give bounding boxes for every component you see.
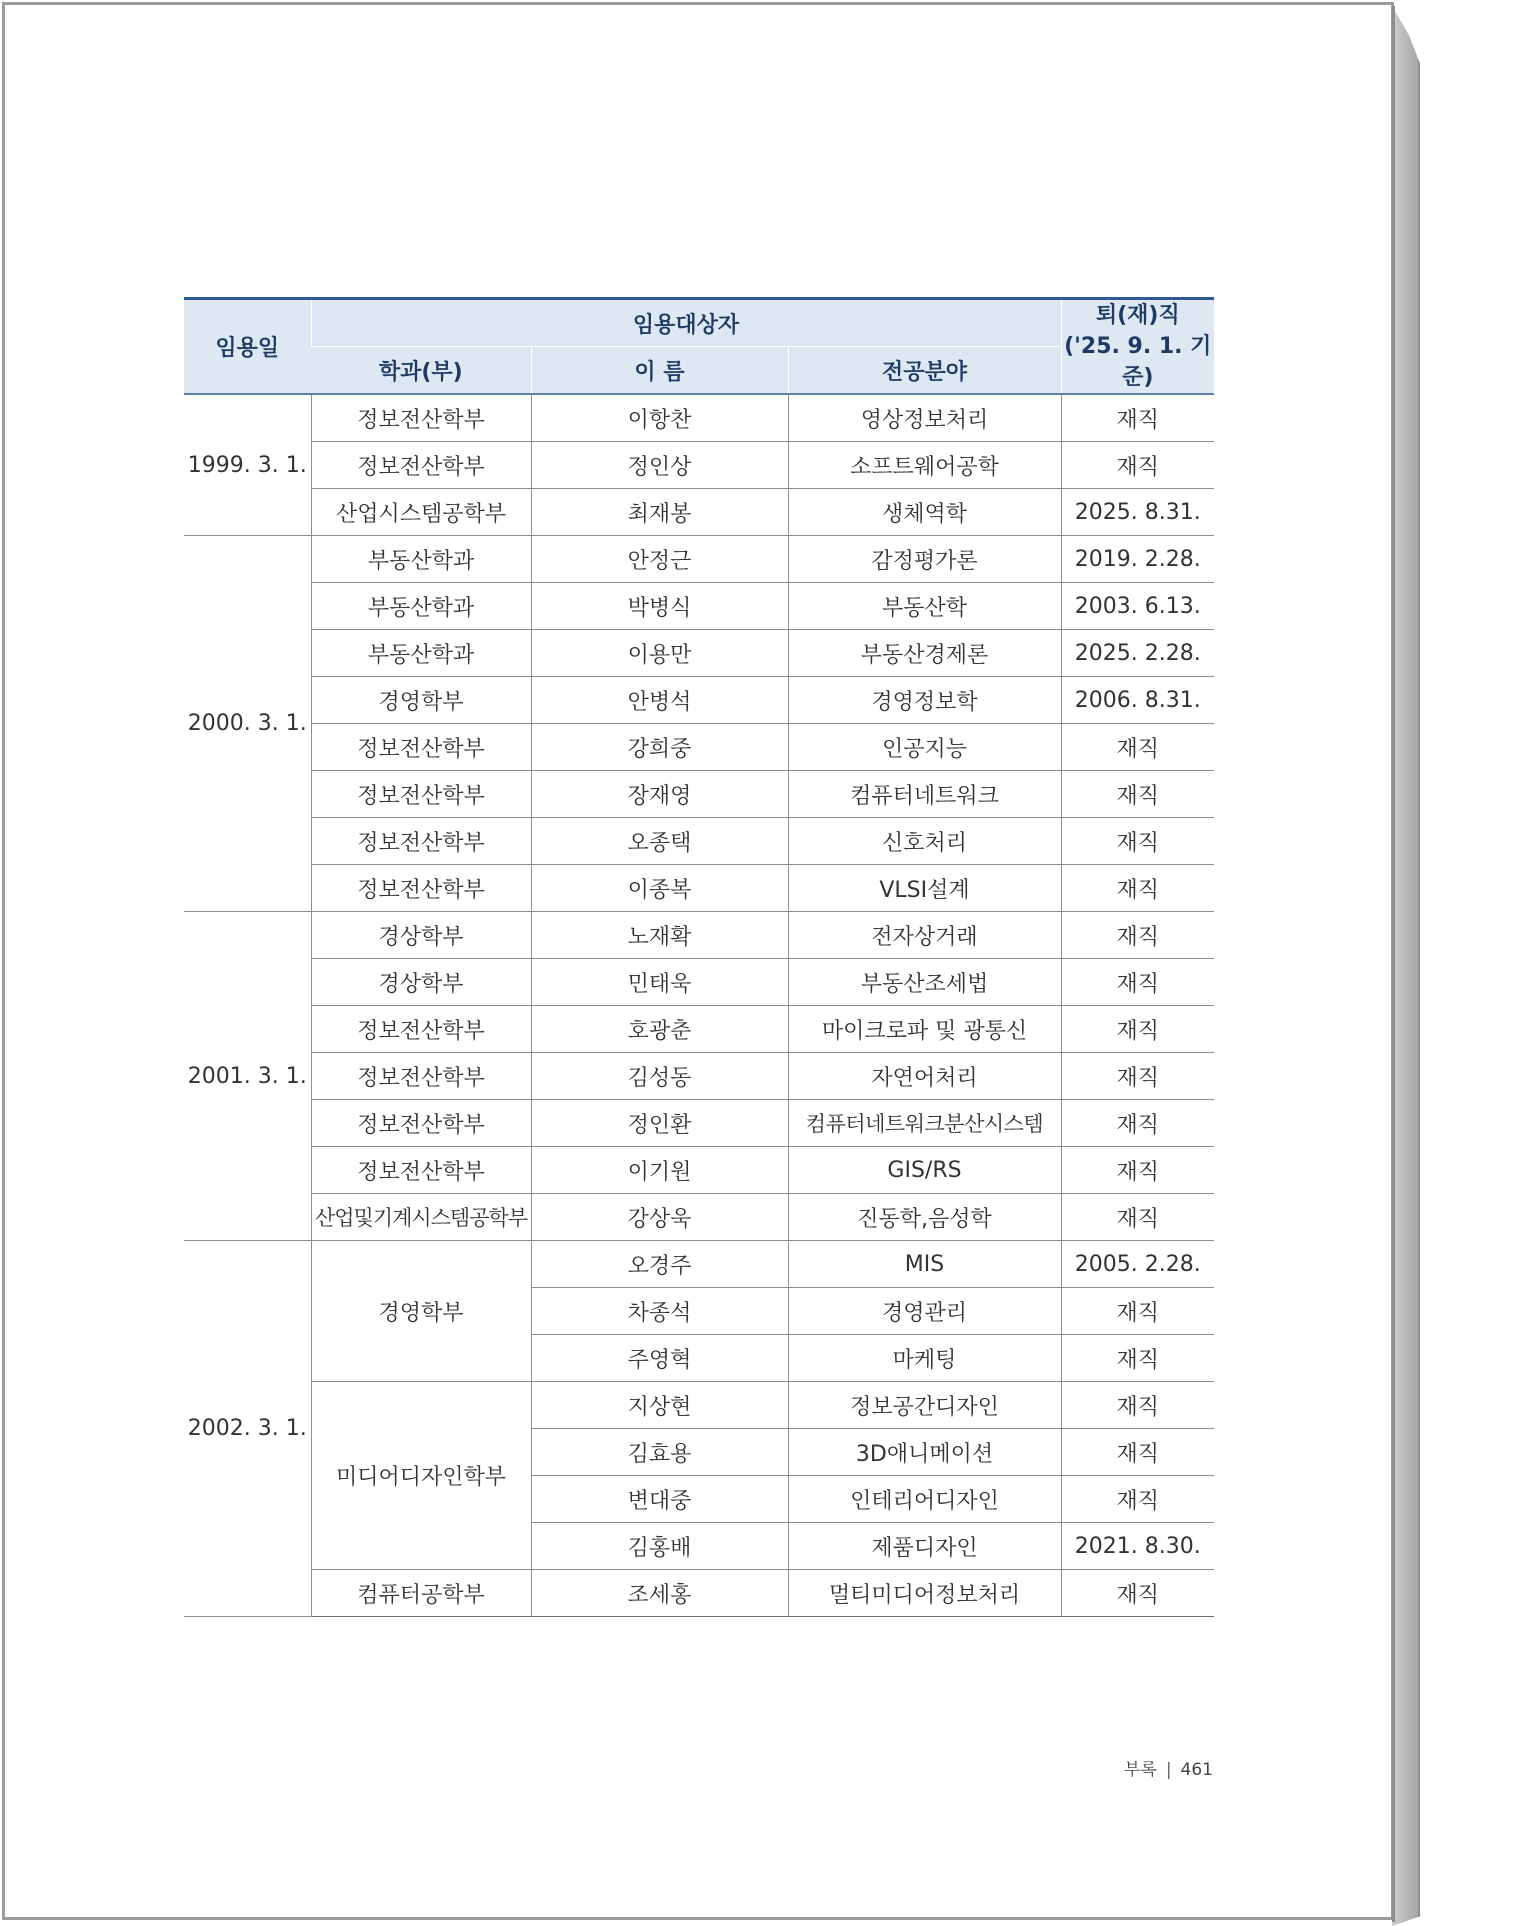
table-row bbox=[184, 1382, 1214, 1429]
status-cell: 2019. 2.28. bbox=[1061, 536, 1214, 583]
name-cell: 강상욱 bbox=[531, 1194, 788, 1241]
table-row bbox=[184, 677, 1214, 724]
name-cell: 김홍배 bbox=[531, 1523, 788, 1570]
table-row bbox=[184, 1006, 1214, 1053]
field-cell: 인공지능 bbox=[788, 724, 1061, 771]
department-cell: 경상학부 bbox=[311, 912, 531, 959]
status-cell: 2021. 8.30. bbox=[1061, 1523, 1214, 1570]
department-cell: 정보전산학부 bbox=[311, 1100, 531, 1147]
name-cell: 호광춘 bbox=[531, 1006, 788, 1053]
table-body bbox=[184, 394, 1214, 1617]
field-cell: 감정평가론 bbox=[788, 536, 1061, 583]
name-cell: 지상현 bbox=[531, 1382, 788, 1429]
status-cell: 2025. 8.31. bbox=[1061, 489, 1214, 536]
footer-separator: | bbox=[1165, 1760, 1172, 1780]
field-cell: 경영정보학 bbox=[788, 677, 1061, 724]
field-cell: 신호처리 bbox=[788, 818, 1061, 865]
name-cell: 장재영 bbox=[531, 771, 788, 818]
field-cell: 정보공간디자인 bbox=[788, 1382, 1061, 1429]
name-cell: 이기원 bbox=[531, 1147, 788, 1194]
header-status bbox=[1061, 299, 1214, 395]
status-cell: 재직 bbox=[1061, 1053, 1214, 1100]
header-status-line2: ('25. 9. 1. 기준) bbox=[1064, 334, 1212, 390]
status-cell: 재직 bbox=[1061, 1570, 1214, 1617]
name-cell: 이항찬 bbox=[531, 394, 788, 442]
faculty-appointment-table bbox=[184, 297, 1214, 1617]
header-appointee-group: 임용대상자 bbox=[311, 299, 1061, 347]
department-cell: 정보전산학부 bbox=[311, 865, 531, 912]
field-cell: 마케팅 bbox=[788, 1335, 1061, 1382]
name-cell: 이용만 bbox=[531, 630, 788, 677]
field-cell: 전자상거래 bbox=[788, 912, 1061, 959]
department-cell: 경영학부 bbox=[311, 1241, 531, 1382]
field-cell: 경영관리 bbox=[788, 1288, 1061, 1335]
department-cell: 산업시스템공학부 bbox=[311, 489, 531, 536]
name-cell: 민태욱 bbox=[531, 959, 788, 1006]
status-cell: 재직 bbox=[1061, 1194, 1214, 1241]
status-cell: 재직 bbox=[1061, 1100, 1214, 1147]
field-cell: 컴퓨터네트워크분산시스템 bbox=[788, 1100, 1061, 1147]
field-cell: 부동산경제론 bbox=[788, 630, 1061, 677]
department-cell: 정보전산학부 bbox=[311, 1053, 531, 1100]
field-cell: 영상정보처리 bbox=[788, 394, 1061, 442]
header-status-line1: 퇴(재)직 bbox=[1095, 303, 1180, 328]
status-cell: 재직 bbox=[1061, 1476, 1214, 1523]
header-department: 학과(부) bbox=[311, 347, 531, 395]
table-row bbox=[184, 1194, 1214, 1241]
name-cell: 강희중 bbox=[531, 724, 788, 771]
status-cell: 재직 bbox=[1061, 959, 1214, 1006]
field-cell: 진동학,음성학 bbox=[788, 1194, 1061, 1241]
status-cell: 재직 bbox=[1061, 1382, 1214, 1429]
status-cell: 재직 bbox=[1061, 1288, 1214, 1335]
name-cell: 차종석 bbox=[531, 1288, 788, 1335]
name-cell: 이종복 bbox=[531, 865, 788, 912]
table-header bbox=[184, 299, 1214, 395]
table-row bbox=[184, 912, 1214, 959]
name-cell: 오종택 bbox=[531, 818, 788, 865]
name-cell: 정인환 bbox=[531, 1100, 788, 1147]
status-cell: 2006. 8.31. bbox=[1061, 677, 1214, 724]
table-row bbox=[184, 630, 1214, 677]
field-cell: 마이크로파 및 광통신 bbox=[788, 1006, 1061, 1053]
appointment-date-cell: 2000. 3. 1. bbox=[184, 536, 311, 912]
appointment-date-cell: 2001. 3. 1. bbox=[184, 912, 311, 1241]
table-row bbox=[184, 771, 1214, 818]
field-cell: 컴퓨터네트워크 bbox=[788, 771, 1061, 818]
department-cell: 경영학부 bbox=[311, 677, 531, 724]
appointment-date-cell: 1999. 3. 1. bbox=[184, 394, 311, 536]
table-row bbox=[184, 1241, 1214, 1288]
table-row bbox=[184, 724, 1214, 771]
status-cell: 재직 bbox=[1061, 912, 1214, 959]
table-row bbox=[184, 442, 1214, 489]
name-cell: 최재봉 bbox=[531, 489, 788, 536]
department-cell: 정보전산학부 bbox=[311, 394, 531, 442]
name-cell: 김효용 bbox=[531, 1429, 788, 1476]
table-row bbox=[184, 818, 1214, 865]
department-cell: 산업및기계시스템공학부 bbox=[311, 1194, 531, 1241]
department-cell: 정보전산학부 bbox=[311, 818, 531, 865]
status-cell: 재직 bbox=[1061, 1429, 1214, 1476]
name-cell: 조세홍 bbox=[531, 1570, 788, 1617]
field-cell: MIS bbox=[788, 1241, 1061, 1288]
name-cell: 주영혁 bbox=[531, 1335, 788, 1382]
field-cell: 3D애니메이션 bbox=[788, 1429, 1061, 1476]
status-cell: 2005. 2.28. bbox=[1061, 1241, 1214, 1288]
status-cell: 2025. 2.28. bbox=[1061, 630, 1214, 677]
field-cell: 자연어처리 bbox=[788, 1053, 1061, 1100]
field-cell: 부동산조세법 bbox=[788, 959, 1061, 1006]
department-cell: 경상학부 bbox=[311, 959, 531, 1006]
footer-section-label: 부록 bbox=[1123, 1760, 1157, 1780]
department-cell: 정보전산학부 bbox=[311, 724, 531, 771]
table-row bbox=[184, 1100, 1214, 1147]
field-cell: 부동산학 bbox=[788, 583, 1061, 630]
department-cell: 정보전산학부 bbox=[311, 1147, 531, 1194]
department-cell: 부동산학과 bbox=[311, 630, 531, 677]
name-cell: 안병석 bbox=[531, 677, 788, 724]
status-cell: 재직 bbox=[1061, 1147, 1214, 1194]
department-cell: 컴퓨터공학부 bbox=[311, 1570, 531, 1617]
table-row bbox=[184, 536, 1214, 583]
field-cell: 생체역학 bbox=[788, 489, 1061, 536]
table-row bbox=[184, 1570, 1214, 1617]
department-cell: 부동산학과 bbox=[311, 536, 531, 583]
status-cell: 2003. 6.13. bbox=[1061, 583, 1214, 630]
table-row bbox=[184, 1147, 1214, 1194]
field-cell: 제품디자인 bbox=[788, 1523, 1061, 1570]
table-row bbox=[184, 583, 1214, 630]
status-cell: 재직 bbox=[1061, 1335, 1214, 1382]
table-row bbox=[184, 394, 1214, 442]
page-stack-edge bbox=[1392, 6, 1420, 1926]
department-cell: 정보전산학부 bbox=[311, 1006, 531, 1053]
appointment-date-cell: 2002. 3. 1. bbox=[184, 1241, 311, 1617]
name-cell: 노재확 bbox=[531, 912, 788, 959]
name-cell: 정인상 bbox=[531, 442, 788, 489]
status-cell: 재직 bbox=[1061, 771, 1214, 818]
department-cell: 정보전산학부 bbox=[311, 771, 531, 818]
department-cell: 미디어디자인학부 bbox=[311, 1382, 531, 1570]
field-cell: GIS/RS bbox=[788, 1147, 1061, 1194]
name-cell: 오경주 bbox=[531, 1241, 788, 1288]
status-cell: 재직 bbox=[1061, 394, 1214, 442]
field-cell: 인테리어디자인 bbox=[788, 1476, 1061, 1523]
name-cell: 변대중 bbox=[531, 1476, 788, 1523]
field-cell: 멀티미디어정보처리 bbox=[788, 1570, 1061, 1617]
status-cell: 재직 bbox=[1061, 865, 1214, 912]
status-cell: 재직 bbox=[1061, 442, 1214, 489]
header-field: 전공분야 bbox=[788, 347, 1061, 395]
name-cell: 김성동 bbox=[531, 1053, 788, 1100]
table-row bbox=[184, 865, 1214, 912]
status-cell: 재직 bbox=[1061, 724, 1214, 771]
field-cell: VLSI설계 bbox=[788, 865, 1061, 912]
header-name: 이 름 bbox=[531, 347, 788, 395]
page-footer bbox=[1124, 1755, 1213, 1780]
table-row bbox=[184, 489, 1214, 536]
page-edge-line bbox=[1392, 6, 1395, 1922]
status-cell: 재직 bbox=[1061, 1006, 1214, 1053]
name-cell: 박병식 bbox=[531, 583, 788, 630]
department-cell: 정보전산학부 bbox=[311, 442, 531, 489]
table-row bbox=[184, 1053, 1214, 1100]
field-cell: 소프트웨어공학 bbox=[788, 442, 1061, 489]
name-cell: 안정근 bbox=[531, 536, 788, 583]
department-cell: 부동산학과 bbox=[311, 583, 531, 630]
header-appointment-date: 임용일 bbox=[184, 299, 311, 395]
status-cell: 재직 bbox=[1061, 818, 1214, 865]
table-row bbox=[184, 959, 1214, 1006]
page-number: 461 bbox=[1180, 1760, 1213, 1780]
